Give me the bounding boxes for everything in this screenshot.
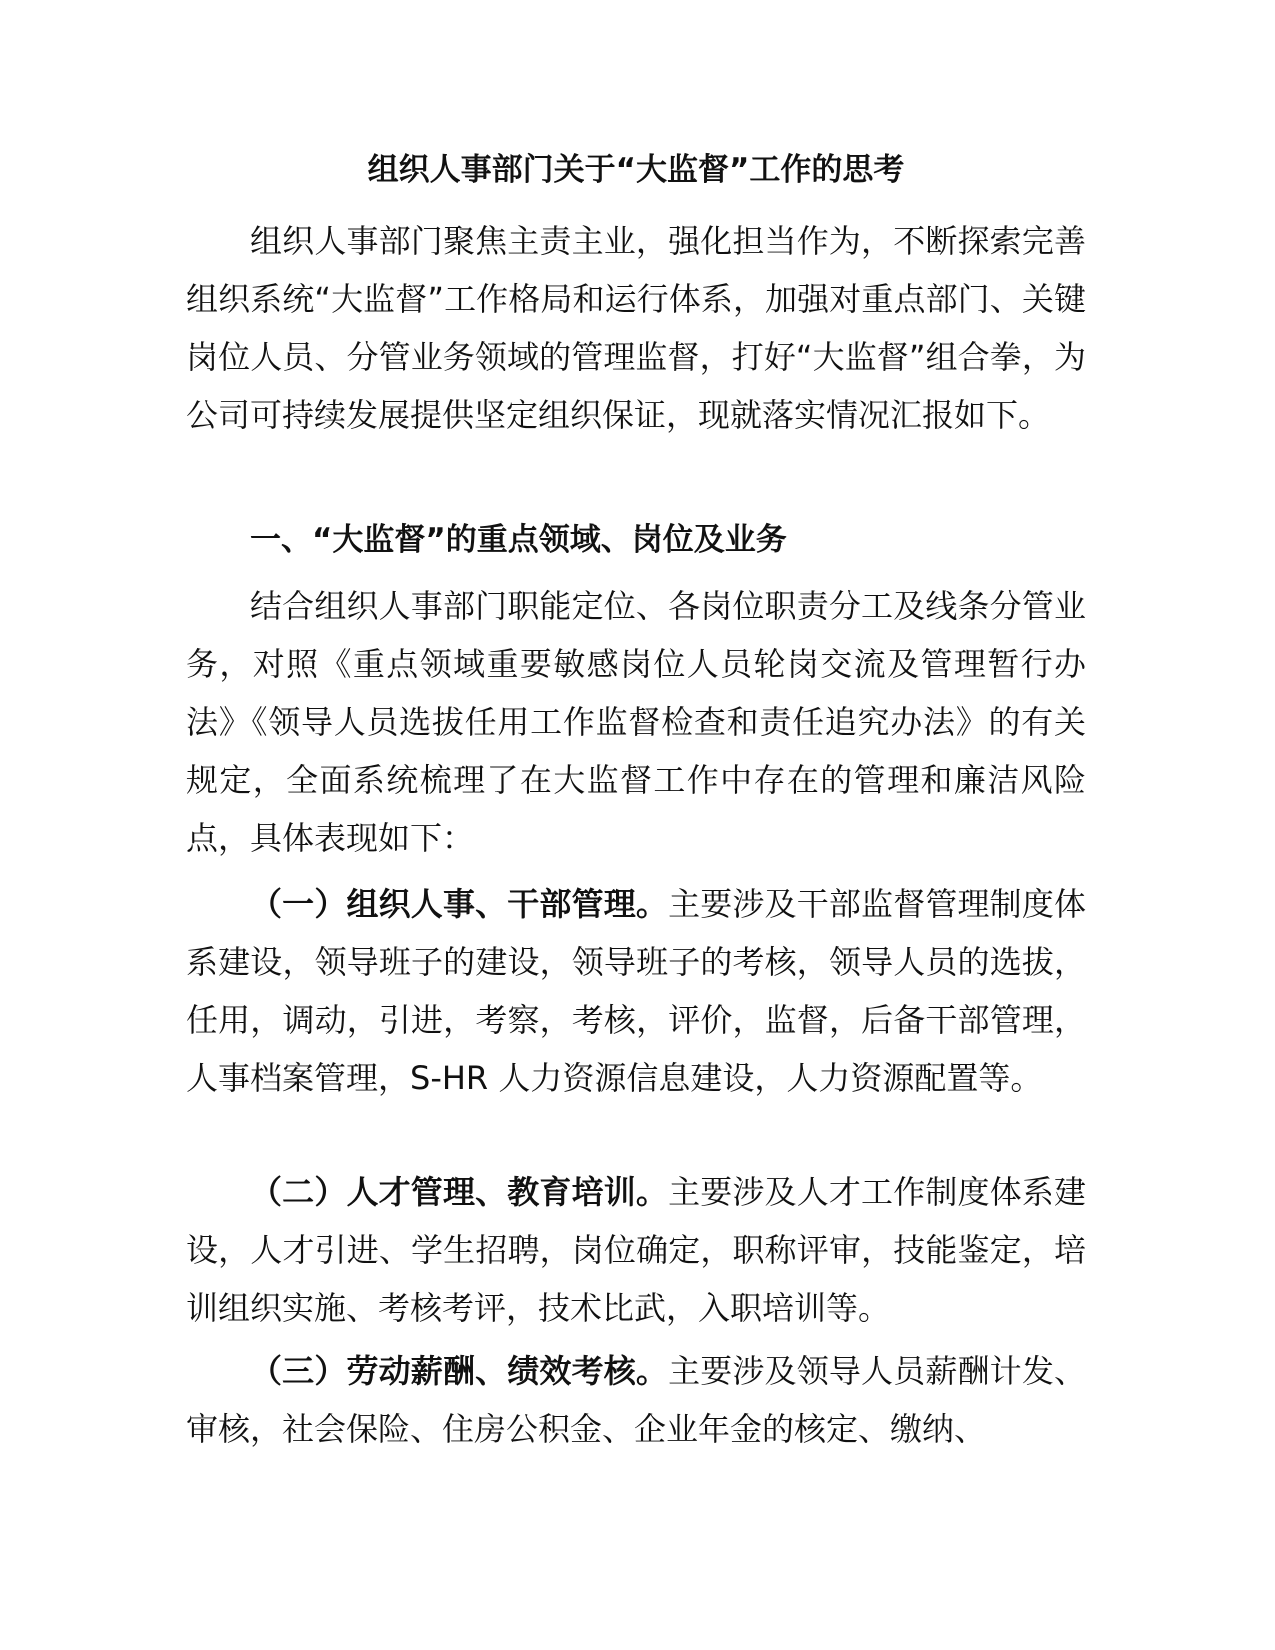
intro-paragraph: 组织人事部门聚焦主责主业，强化担当作为，不断探索完善组织系统“大监督”工作格局和运行体系，加强对重点部门、关键岗位人员、分管业务领域的管理监督，打好“大监督”组合拳，为公司可持续发展提供坚定组织保证，现就落实情况汇报如下。 <box>186 222 1086 434</box>
item-lead-1: （一）组织人事、干部管理。 <box>250 885 669 923</box>
item-text-2: 主要涉及人才工作制度体系建设，人才引进、学生招聘，岗位确定，职称评审，技能鉴定，培训组织实施、考核考评，技术比武，入职培训等。 <box>186 1173 1086 1327</box>
section-body-paragraph: 结合组织人事部门职能定位、各岗位职责分工及线条分管业务，对照《重点领域重要敏感岗位人员轮岗交流及管理暂行办法》《领导人员选拔任用工作监督检查和责任追究办法》的有关规定，全面系统梳理了在大监督工作中存在的管理和廉洁风险点，具体表现如下： <box>186 587 1086 857</box>
item-paragraph-2 <box>186 1163 1086 1337</box>
section-heading: 一、“大监督”的重点领域、岗位及业务 <box>250 522 787 558</box>
item-text-1: 主要涉及干部监督管理制度体系建设，领导班子的建设，领导班子的考核，领导人员的选拔，任用，调动，引进，考察，考核，评价，监督，后备干部管理，人事档案管理，S-HR 人力资源信息建设，人力资源配置等。 <box>186 885 1086 1097</box>
item-paragraph-1 <box>186 875 1086 1107</box>
document-title: 组织人事部门关于“大监督”工作的思考 <box>367 152 905 188</box>
item-lead-3: （三）劳动薪酬、绩效考核。 <box>250 1352 669 1390</box>
item-text-3: 主要涉及领导人员薪酬计发、审核，社会保险、住房公积金、企业年金的核定、缴纳、 <box>186 1352 1086 1448</box>
item-lead-2: （二）人才管理、教育培训。 <box>250 1173 669 1211</box>
item-paragraph-3 <box>186 1342 1086 1458</box>
